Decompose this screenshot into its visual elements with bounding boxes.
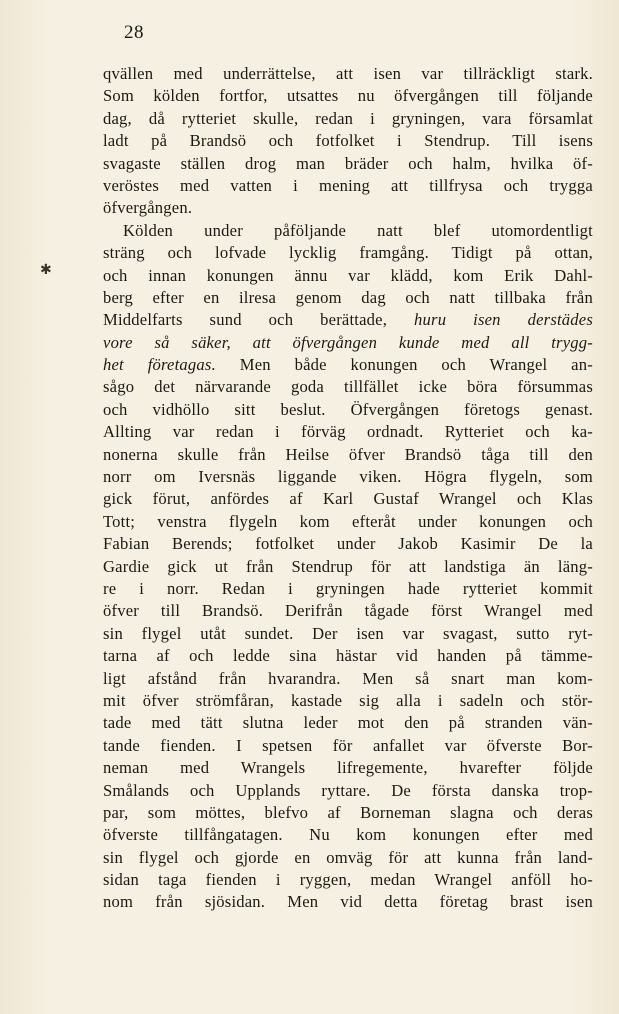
- text-line: tande fienden. I spetsen för anfallet var öfverste Bor-: [103, 735, 593, 755]
- text-line: Som kölden fortfor, utsattes nu öfvergången till följande: [103, 86, 593, 106]
- text-line: ligt afstånd från hvarandra. Men så snart man kom-: [103, 668, 593, 688]
- text-line: Smålands och Upplands ryttare. De första danska trop-: [103, 780, 593, 800]
- text-line: sträng och lofvade lycklig framgång. Tidigt på ottan,: [103, 243, 593, 263]
- text-line: Fabian Berends; fotfolket under Jakob Kasimir De la: [103, 534, 593, 554]
- margin-mark: ✱: [40, 263, 52, 278]
- text-line: öfver till Brandsö. Derifrån tågade först Wrangel med: [103, 601, 593, 621]
- text-line: mit öfver strömfåran, kastade sig alla i sadeln och stör-: [103, 690, 593, 710]
- text-line: sin flygel utåt sundet. Der isen var svagast, sutto ryt-: [103, 623, 593, 643]
- text-line: gick förut, anfördes af Karl Gustaf Wrangel och Klas: [103, 489, 593, 509]
- text-line: Kölden under påföljande natt blef utomordentligt: [123, 220, 593, 240]
- text-line-mixed: [103, 354, 593, 376]
- text-line: re i norr. Redan i gryningen hade rytteriet kommit: [103, 578, 593, 598]
- italic-line: vore så säker, att öfvergången kunde med all trygg-: [103, 332, 593, 352]
- italic-segment: het företagas.: [103, 355, 216, 375]
- text-line: öfvergången.: [103, 198, 193, 218]
- text-line: par, som möttes, blefvo af Borneman slagna och deras: [103, 802, 593, 822]
- text-line: berg efter en ilresa genom dag och natt tillbaka från: [103, 287, 593, 307]
- text-line: qvällen med underrättelse, att isen var tillräckligt stark.: [103, 64, 593, 83]
- text-line: sidan taga fienden i ryggen, medan Wrangel anföll ho-: [103, 870, 593, 890]
- text-segment: Middelfarts sund och berättade,: [103, 310, 415, 330]
- text-line: nom från sjösidan. Men vid detta företag brast isen: [103, 892, 593, 912]
- text-line: tarna af och ledde sina hästar vid handen på tämme-: [103, 646, 593, 666]
- text-line: Allting var redan i förväg ordnadt. Rytteriet och ka-: [103, 422, 593, 442]
- text-line: veröstes med vatten i mening att tillfrysa och trygga: [103, 175, 593, 195]
- text-line: öfverste tillfångatagen. Nu kom konungen efter med: [103, 825, 593, 845]
- text-line: tade med tätt slutna leder mot den på stranden vän-: [103, 713, 593, 733]
- page-number: 28: [124, 22, 144, 43]
- text-line: ladt på Brandsö och fotfolket i Stendrup. Till isens: [103, 131, 593, 151]
- italic-segment: huru isen derstädes: [414, 310, 594, 330]
- text-line: sågo det närvarande goda tillfället icke böra försummas: [103, 377, 593, 397]
- text-line: svagaste ställen drog man bräder och halm, hvilka öf-: [103, 153, 593, 173]
- text-line: och innan konungen ännu var klädd, kom Erik Dahl-: [103, 265, 593, 285]
- text-line: sin flygel och gjorde en omväg för att kunna från land-: [103, 847, 593, 867]
- text-line: dag, då rytteriet skulle, redan i gryningen, vara församlat: [103, 108, 593, 128]
- text-line: och vidhöllo sitt beslut. Öfvergången företogs genast.: [103, 399, 593, 419]
- text-line: nonerna skulle från Heilse öfver Brandsö tåga till den: [103, 444, 593, 464]
- text-line: Gardie gick ut från Stendrup för att landstiga än läng-: [103, 556, 593, 576]
- body-text: [103, 63, 593, 914]
- text-line-mixed: [103, 309, 593, 331]
- text-line: neman med Wrangels lifregemente, hvarefter följde: [103, 758, 593, 778]
- text-line: norr om Iversnäs liggande viken. Högra flygeln, som: [103, 467, 593, 487]
- text-segment: Men både konungen och Wrangel an-: [239, 355, 593, 375]
- text-line: Tott; venstra flygeln kom efteråt under konungen och: [103, 511, 593, 531]
